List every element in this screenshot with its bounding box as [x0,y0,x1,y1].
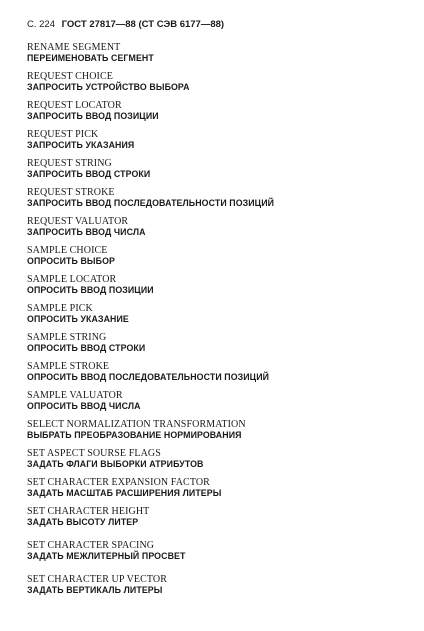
term-english: SET CHARACTER UP VECTOR [27,574,168,585]
term-entry [27,42,417,64]
term-russian: ОПРОСИТЬ ВЫБОР [27,256,115,266]
term-entry [27,100,417,122]
term-russian: ОПРОСИТЬ ВВОД СТРОКИ [27,343,146,353]
term-entry [27,274,417,296]
term-entry [27,332,417,354]
term-russian: ЗАПРОСИТЬ ВВОД СТРОКИ [27,169,151,179]
term-entry [27,158,417,180]
term-entry [27,574,417,596]
term-entry [27,216,417,238]
term-entry [27,361,417,383]
term-entry [27,477,417,499]
term-russian: ОПРОСИТЬ ВВОД ПОЗИЦИИ [27,285,154,295]
term-english: SET CHARACTER HEIGHT [27,506,150,517]
term-english: RENAME SEGMENT [27,42,121,53]
term-entry [27,245,417,267]
term-english: SET CHARACTER EXPANSION FACTOR [27,477,210,488]
term-russian: ПЕРЕИМЕНОВАТЬ СЕГМЕНТ [27,53,154,63]
term-english: SET CHARACTER SPACING [27,540,155,551]
term-english: SAMPLE CHOICE [27,245,108,256]
term-entry [27,303,417,325]
page-header [27,19,224,30]
term-list [27,42,417,596]
term-entry [27,390,417,412]
term-english: SELECT NORMALIZATION TRANSFORMATION [27,419,246,430]
term-entry [27,448,417,470]
term-russian: ЗАДАТЬ МАСШТАБ РАСШИРЕНИЯ ЛИТЕРЫ [27,488,222,498]
term-english: REQUEST LOCATOR [27,100,122,111]
term-russian: ЗАДАТЬ ФЛАГИ ВЫБОРКИ АТРИБУТОВ [27,459,204,469]
term-russian: ВЫБРАТЬ ПРЕОБРАЗОВАНИЕ НОРМИРОВАНИЯ [27,430,242,440]
term-english: SAMPLE LOCATOR [27,274,117,285]
term-entry [27,71,417,93]
term-russian: ЗАДАТЬ МЕЖЛИТЕРНЫЙ ПРОСВЕТ [27,551,186,561]
term-russian: ЗАДАТЬ ВЕРТИКАЛЬ ЛИТЕРЫ [27,585,163,595]
term-russian: ЗАПРОСИТЬ ВВОД ЧИСЛА [27,227,146,237]
page-number: С. 224 [27,19,55,30]
term-entry [27,419,417,441]
term-russian: ОПРОСИТЬ УКАЗАНИЕ [27,314,129,324]
term-russian: ЗАПРОСИТЬ ВВОД ПОСЛЕДОВАТЕЛЬНОСТИ ПОЗИЦИЙ [27,198,275,208]
term-english: SAMPLE STROKE [27,361,110,372]
term-english: REQUEST PICK [27,129,99,140]
term-entry [27,540,417,562]
term-english: REQUEST VALUATOR [27,216,129,227]
standard-designation: ГОСТ 27817—88 (СТ СЭВ 6177—88) [61,19,225,30]
term-entry [27,506,417,528]
term-english: SAMPLE PICK [27,303,93,314]
term-english: SET ASPECT SOURSE FLAGS [27,448,161,459]
term-russian: ЗАПРОСИТЬ УКАЗАНИЯ [27,140,135,150]
term-english: REQUEST STRING [27,158,112,169]
term-russian: ОПРОСИТЬ ВВОД ПОСЛЕДОВАТЕЛЬНОСТИ ПОЗИЦИЙ [27,372,270,382]
term-russian: ОПРОСИТЬ ВВОД ЧИСЛА [27,401,141,411]
term-russian: ЗАДАТЬ ВЫСОТУ ЛИТЕР [27,517,139,527]
term-english: SAMPLE STRING [27,332,107,343]
term-entry [27,187,417,209]
term-russian: ЗАПРОСИТЬ ВВОД ПОЗИЦИИ [27,111,159,121]
term-russian: ЗАПРОСИТЬ УСТРОЙСТВО ВЫБОРА [27,82,190,92]
term-english: REQUEST CHOICE [27,71,113,82]
term-english: REQUEST STROKE [27,187,115,198]
term-entry [27,129,417,151]
term-english: SAMPLE VALUATOR [27,390,123,401]
